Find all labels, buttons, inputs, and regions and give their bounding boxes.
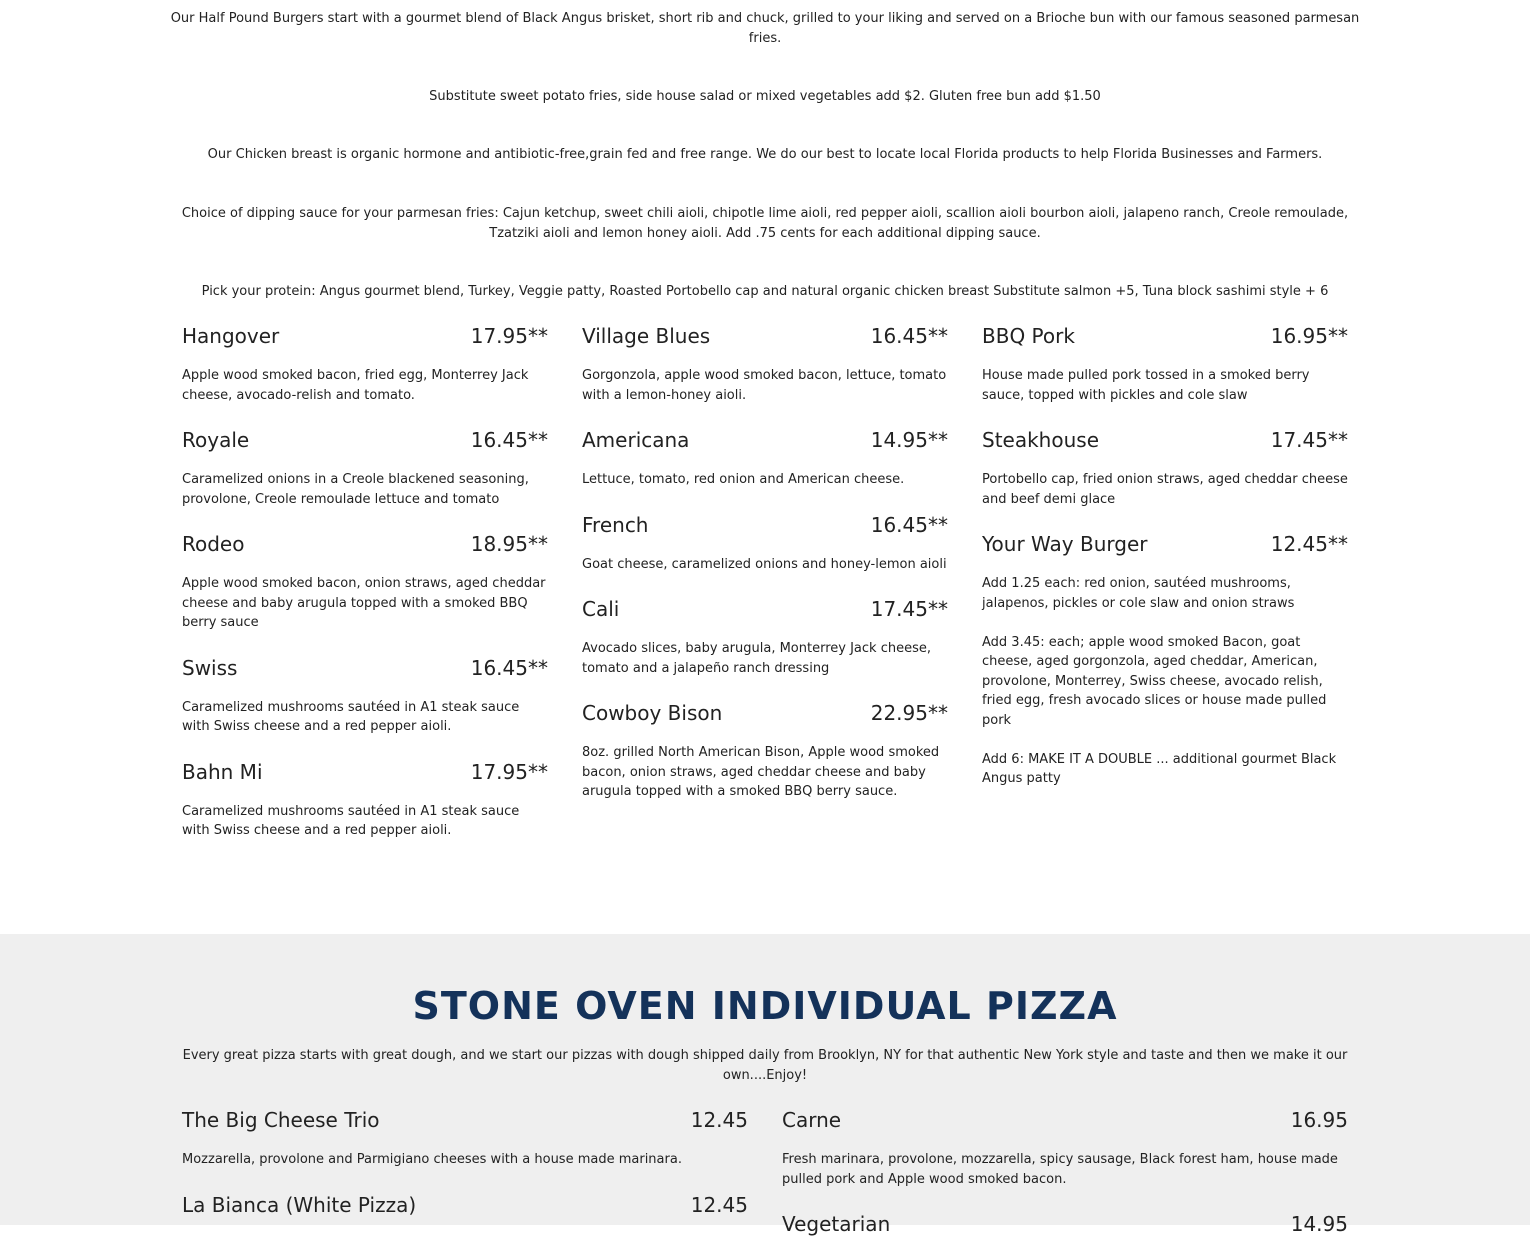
item-price: 16.45** (470, 655, 548, 680)
your-way-burger (982, 530, 1348, 789)
menu-item (182, 654, 548, 737)
item-price: 12.45 (690, 1108, 748, 1132)
item-price: 14.95** (870, 428, 948, 452)
item-name: BBQ Pork (982, 324, 1075, 348)
item-name: Hangover (182, 324, 280, 348)
pizza-section (0, 934, 1530, 1236)
burger-intro-text: Our Half Pound Burgers start with a gourmet blend of Black Angus brisket, short rib and chuck, grilled to your liking and served on a Brioche bun with our famous seasoned parmesan fries. (170, 11, 1360, 46)
item-description: Caramelized mushrooms sautéed in A1 steak sauce with Swiss cheese and a red pepper aioli. (182, 803, 520, 838)
pizza-intro-text: Every great pizza starts with great dough, and we start our pizzas with dough shipped daily from Brooklyn, NY for that authentic New York style and taste and then we make it our own....Enjoy! (182, 1048, 1348, 1083)
item-price: 16.45** (870, 512, 948, 537)
item-description: House made pulled pork tossed in a smoked berry sauce, topped with pickles and cole slaw (982, 368, 1310, 403)
item-description: Mozzarella, provolone and Parmigiano cheeses with a house made marinara. (182, 1152, 682, 1167)
menu-item (582, 699, 948, 802)
item-price: 12.45** (1270, 532, 1348, 556)
item-name: Cowboy Bison (582, 701, 723, 725)
item-description: Gorgonzola, apple wood smoked bacon, lettuce, tomato with a lemon-honey aioli. (582, 368, 947, 403)
add-on-option: Add 6: MAKE IT A DOUBLE ... additional gourmet Black Angus patty (982, 751, 1337, 786)
menu-item (582, 595, 948, 678)
item-description: Avocado slices, baby arugula, Monterrey Jack cheese, tomato and a jalapeño ranch dressing (582, 641, 931, 676)
menu-item (182, 426, 548, 509)
item-description: 8oz. grilled North American Bison, Apple wood smoked bacon, onion straws, aged cheddar cheese and baby arugula topped with a smoked BBQ berry sauce. (582, 745, 940, 799)
item-price: 22.95** (870, 701, 948, 725)
item-name: Cali (582, 597, 620, 621)
menu-item (182, 1106, 748, 1170)
item-price: 17.95** (470, 759, 548, 784)
item-name: The Big Cheese Trio (182, 1108, 380, 1132)
item-price: 17.45** (1270, 428, 1348, 452)
chicken-note: Our Chicken breast is organic hormone and antibiotic-free,grain fed and free range. We do our best to locate local Florida products to help Florida Businesses and Farmers. (207, 147, 1323, 162)
burger-column-3 (982, 322, 1348, 810)
item-price: 16.45** (870, 324, 948, 348)
item-name: Vegetarian (782, 1212, 891, 1236)
burger-column-1 (182, 322, 548, 862)
item-name: Carne (782, 1108, 842, 1132)
menu-item (982, 426, 1348, 509)
item-description: Apple wood smoked bacon, onion straws, aged cheddar cheese and baby arugula topped with a smoked BBQ berry sauce (182, 576, 546, 630)
menu-item (182, 758, 548, 841)
menu-item (182, 322, 548, 405)
menu-item (582, 426, 948, 490)
section-title: STONE OVEN INDIVIDUAL PIZZA (412, 984, 1118, 1028)
item-name: French (582, 512, 649, 537)
item-description: Caramelized mushrooms sautéed in A1 steak sauce with Swiss cheese and a red pepper aioli. (182, 699, 520, 734)
item-description: Portobello cap, fried onion straws, aged cheddar cheese and beef demi glace (982, 472, 1348, 507)
item-name: La Bianca (White Pizza) (182, 1192, 417, 1217)
item-description: Goat cheese, caramelized onions and honey-lemon aioli (582, 556, 947, 572)
item-price: 17.45** (870, 597, 948, 621)
item-price: 16.45** (470, 428, 548, 452)
item-price: 16.95 (1290, 1108, 1348, 1132)
dipping-sauce-note: Choice of dipping sauce for your parmesan fries: Cajun ketchup, sweet chili aioli, chipotle lime aioli, red pepper aioli, scallion aioli bourbon aioli, jalapeno ranch, Creole remoulade, Tzatziki aioli and lemon honey aioli. Add .75 cents for each additional dipping sauce. (181, 206, 1349, 241)
item-price: 12.45 (690, 1192, 748, 1217)
item-name: Royale (182, 428, 250, 452)
pizza-column-1 (182, 1106, 748, 1240)
menu-item (782, 1106, 1348, 1189)
menu-item (982, 322, 1348, 405)
menu-item (582, 511, 948, 575)
menu-item (782, 1210, 1348, 1238)
pizza-column-2 (782, 1106, 1348, 1259)
protein-note: Pick your protein: Angus gourmet blend, Turkey, Veggie patty, Roasted Portobello cap and natural organic chicken breast Substitute salmon +5, Tuna block sashimi style + 6 (201, 284, 1329, 299)
menu-item (182, 1191, 748, 1219)
add-on-option: Add 1.25 each: red onion, sautéed mushrooms, jalapenos, pickles or cole slaw and onion straws (982, 576, 1295, 611)
item-name: Bahn Mi (182, 759, 263, 784)
item-description: Lettuce, tomato, red onion and American cheese. (582, 472, 905, 487)
burger-column-2 (582, 322, 948, 823)
item-name: Swiss (182, 655, 238, 680)
item-name: Village Blues (582, 324, 711, 348)
item-price: 14.95 (1290, 1212, 1348, 1236)
menu-item (582, 322, 948, 405)
substitute-note: Substitute sweet potato fries, side house salad or mixed vegetables add $2. Gluten free bun add $1.50 (429, 89, 1101, 104)
item-name: Your Way Burger (982, 532, 1148, 556)
item-price: 16.95** (1270, 324, 1348, 348)
item-description: Caramelized onions in a Creole blackened seasoning, provolone, Creole remoulade lettuce and tomato (182, 472, 529, 507)
item-price: 17.95** (470, 324, 548, 348)
item-name: Americana (582, 428, 690, 452)
item-price: 18.95** (470, 532, 548, 556)
item-description: Fresh marinara, provolone, mozzarella, spicy sausage, Black forest ham, house made pulled pork and Apple wood smoked bacon. (782, 1152, 1338, 1187)
add-on-option: Add 3.45: each; apple wood smoked Bacon, goat cheese, aged gorgonzola, aged cheddar, American, provolone, Monterrey, Swiss cheese, avocado relish, fried egg, fresh avocado slices or house made pulled pork (982, 634, 1327, 728)
menu-item (182, 530, 548, 633)
item-name: Steakhouse (982, 428, 1099, 452)
item-name: Rodeo (182, 532, 245, 556)
item-description: Apple wood smoked bacon, fried egg, Monterrey Jack cheese, avocado-relish and tomato. (182, 368, 529, 403)
